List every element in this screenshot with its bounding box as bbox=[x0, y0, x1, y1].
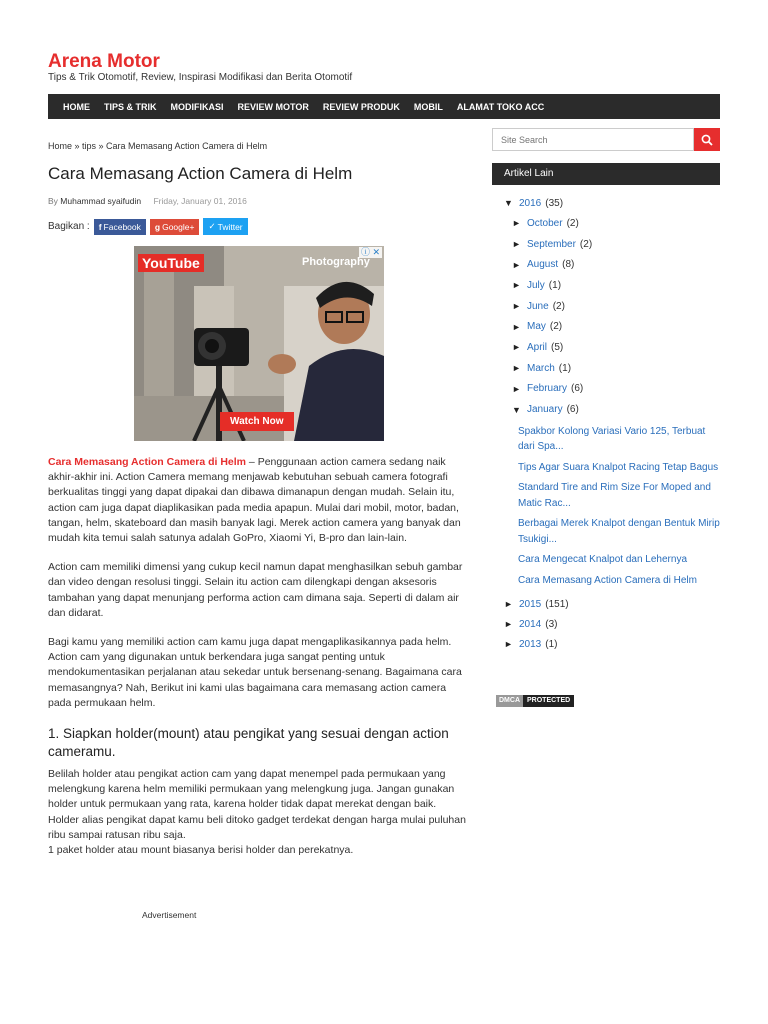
page-title: Cara Memasang Action Camera di Helm bbox=[48, 164, 353, 183]
archive-month bbox=[492, 234, 720, 255]
twitter-icon: ✓ bbox=[208, 221, 216, 231]
share-google-button[interactable] bbox=[150, 219, 200, 235]
archive-month-link[interactable]: February bbox=[527, 383, 568, 395]
archive-count: (6) bbox=[571, 383, 584, 395]
expand-triangle-icon[interactable]: ► bbox=[512, 280, 521, 291]
archive-count: (35) bbox=[545, 197, 564, 209]
archive-post-link[interactable]: Cara Mengecat Knalpot dan Lehernya bbox=[518, 554, 688, 566]
share-twitter-button[interactable] bbox=[203, 218, 247, 235]
archive-post-link[interactable]: Spakbor Kolong Variasi Vario 125, Terbuat dari Spa... bbox=[518, 425, 706, 453]
archive-post-link[interactable]: Standard Tire and Rim Size For Moped and Matic Rac... bbox=[518, 482, 711, 509]
ad-choices-icon[interactable]: ⓘ ✕ bbox=[360, 247, 380, 257]
search-button[interactable] bbox=[694, 128, 720, 151]
expand-triangle-icon[interactable]: ► bbox=[504, 639, 513, 650]
post-header bbox=[48, 140, 472, 235]
archive-month-link[interactable]: March bbox=[527, 362, 555, 374]
share-google-label: Google+ bbox=[162, 221, 195, 232]
paragraph-4: Belilah holder atau pengikat action cam yang dapat menempel pada permukaan yang melengkung karena helm memiliki permukaan yang melengkung juga. Jangan gunakan holder untuk permukaan yang rata, karena holder tidak dapat merekat dengan baik. bbox=[48, 768, 455, 811]
archive-month bbox=[492, 213, 720, 234]
search-input[interactable] bbox=[492, 128, 694, 151]
archive-year-link[interactable]: 2014 bbox=[519, 618, 542, 630]
collapse-triangle-icon[interactable]: ▼ bbox=[512, 404, 521, 415]
nav-alamat-toko[interactable]: ALAMAT TOKO ACC bbox=[456, 101, 545, 112]
archive-post-link[interactable]: Tips Agar Suara Knalpot Racing Tetap Bagus bbox=[518, 461, 719, 473]
archive-count: (6) bbox=[566, 404, 579, 416]
expand-triangle-icon[interactable]: ► bbox=[512, 301, 521, 312]
dmca-badge[interactable] bbox=[496, 695, 574, 707]
facebook-icon: f bbox=[98, 221, 102, 232]
archive-count: (5) bbox=[551, 341, 564, 353]
site-title[interactable]: Arena Motor bbox=[48, 51, 160, 72]
advertisement-label: Advertisement bbox=[142, 910, 197, 920]
archive-count: (8) bbox=[562, 259, 575, 271]
archive-year-2013 bbox=[492, 634, 720, 654]
main-nav bbox=[48, 94, 720, 119]
by-label: By bbox=[48, 196, 58, 206]
archive-count: (1) bbox=[558, 362, 572, 374]
archive-month-link[interactable]: January bbox=[527, 404, 563, 416]
widget-title: Artikel Lain bbox=[492, 163, 720, 185]
archive-count: (1) bbox=[548, 279, 562, 291]
site-description: Tips & Trik Otomotif, Review, Inspirasi Modifikasi dan Berita Otomotif bbox=[48, 72, 353, 83]
watch-now-button[interactable]: Watch Now bbox=[220, 412, 294, 431]
archive-month bbox=[492, 358, 720, 379]
archive-count: (2) bbox=[579, 238, 593, 250]
share-twitter-label: Twitter bbox=[217, 221, 243, 232]
post-date: Friday, January 01, 2016 bbox=[153, 196, 247, 206]
expand-triangle-icon[interactable]: ► bbox=[512, 342, 521, 353]
section-heading-1: 1. Siapkan holder(mount) atau pengikat yang sesuai dengan action cameramu. bbox=[48, 726, 449, 760]
paragraph-3: Bagi kamu yang memiliki action cam kamu juga dapat mengaplikasikannya pada helm. Action cam yang digunakan untuk berkendara juga sangat penting untuk mendokumentasikan perjalanan atau sekedar untuk bersenang-senang. Bagaimana cara memasangnya? Nah, Berikut ini kami ulas bagaimana cara memasang action camera pada permukaan helm. bbox=[48, 636, 462, 709]
search-icon bbox=[701, 134, 713, 146]
nav-tips-trik[interactable]: TIPS & TRIK bbox=[104, 101, 157, 112]
lead-link[interactable]: Cara Memasang Action Camera di Helm bbox=[48, 456, 247, 468]
archive-month-link[interactable]: October bbox=[527, 217, 563, 229]
share-label: Bagikan : bbox=[48, 221, 90, 232]
ad-banner[interactable] bbox=[134, 246, 384, 441]
archive-count: (2) bbox=[549, 321, 563, 333]
archive-month-link[interactable]: May bbox=[527, 321, 546, 333]
expand-triangle-icon[interactable]: ► bbox=[504, 599, 513, 610]
archive-month-link[interactable]: June bbox=[527, 300, 549, 312]
archive-year-link[interactable]: 2015 bbox=[519, 598, 542, 610]
ad-headline: Photography bbox=[302, 256, 370, 268]
collapse-triangle-icon[interactable]: ▼ bbox=[504, 198, 513, 208]
sidebar bbox=[492, 128, 720, 654]
archive-month bbox=[492, 254, 720, 275]
archive-year-2014 bbox=[492, 614, 720, 634]
share-facebook-button[interactable] bbox=[94, 219, 146, 235]
dmca-protected-label: PROTECTED bbox=[523, 695, 574, 707]
expand-triangle-icon[interactable]: ► bbox=[512, 321, 521, 332]
archive-post-list bbox=[492, 424, 720, 589]
article-body bbox=[48, 455, 472, 858]
expand-triangle-icon[interactable]: ► bbox=[512, 363, 521, 374]
expand-triangle-icon[interactable]: ► bbox=[512, 383, 521, 394]
paragraph-6: 1 paket holder atau mount biasanya berisi holder dan perekatnya. bbox=[48, 844, 354, 857]
share-facebook-label: Facebook bbox=[103, 221, 141, 232]
post-meta bbox=[48, 196, 472, 206]
nav-review-motor[interactable]: REVIEW MOTOR bbox=[237, 101, 309, 112]
expand-triangle-icon[interactable]: ► bbox=[512, 218, 521, 229]
archive-month bbox=[492, 379, 720, 400]
paragraph-1-text: – Penggunaan action camera sedang naik akhir-akhir ini. Action Camera memang menjawab kebutuhan sebuah camera fotografi berkualitas tinggi yang dapat dipakai dan dibawa dimanapun dengan mudah. Selain itu, action cam juga dapat diaplikasikan pada media apapun. Mulai dari mobil, motor, badan, tangan, helm, skateboard dan masih banyak lagi. Merek action camera yang banyak dan mudah kita temui salah satunya adalah GoPro, Xiaomi Yi, B-pro dan lain-lain. bbox=[48, 456, 461, 545]
archive-month-link[interactable]: April bbox=[527, 341, 548, 353]
site-header bbox=[48, 50, 728, 84]
archive-year-link[interactable]: 2016 bbox=[519, 197, 542, 209]
archive-year-2016 bbox=[492, 193, 720, 213]
archive-count: (151) bbox=[545, 598, 569, 610]
post-author[interactable]: Muhammad syaifudin bbox=[60, 196, 142, 206]
breadcrumb[interactable]: Home » tips » Cara Memasang Action Camera di Helm bbox=[48, 141, 268, 151]
archive-month-link[interactable]: August bbox=[527, 259, 559, 271]
nav-mobil[interactable]: MOBIL bbox=[413, 101, 443, 112]
archive-post-link[interactable]: Cara Memasang Action Camera di Helm bbox=[518, 574, 697, 586]
paragraph-5: Holder alias pengikat dapat kamu beli ditoko gadget terdekat dengan harga mulai puluhan ribu sampai ratusan ribu saja. bbox=[48, 813, 466, 841]
paragraph-1 bbox=[48, 455, 472, 546]
archive-month-link[interactable]: September bbox=[527, 238, 576, 250]
paragraph-2: Action cam memiliki dimensi yang cukup kecil namun dapat menghasilkan sebuh gambar dan video dengan resolusi tinggi. Selain itu action cam dilengkapi dengan aksesoris tambahan yang dapat menunjang performa action cam dimana saja. Seperti di dalam air dan didarat. bbox=[48, 561, 463, 619]
google-plus-icon: g bbox=[154, 221, 161, 232]
archive-month bbox=[492, 399, 720, 420]
nav-home[interactable]: HOME bbox=[63, 101, 90, 112]
archive-count: (2) bbox=[552, 300, 565, 312]
blog-archive bbox=[492, 193, 720, 654]
youtube-logo: YouTube bbox=[138, 254, 204, 272]
archive-count: (2) bbox=[566, 217, 579, 229]
dmca-label: DMCA bbox=[496, 695, 523, 707]
expand-triangle-icon[interactable]: ► bbox=[512, 259, 521, 270]
expand-triangle-icon[interactable]: ► bbox=[504, 619, 513, 630]
archive-month bbox=[492, 316, 720, 337]
share-bar bbox=[48, 218, 472, 235]
archive-count: (3) bbox=[545, 618, 558, 630]
archive-month bbox=[492, 337, 720, 358]
archive-month-link[interactable]: July bbox=[527, 279, 545, 291]
expand-triangle-icon[interactable]: ► bbox=[512, 239, 521, 250]
archive-post-link[interactable]: Berbagai Merek Knalpot dengan Bentuk Mirip Tsukigi... bbox=[518, 518, 720, 545]
archive-year-2015 bbox=[492, 594, 720, 614]
nav-modifikasi[interactable]: MODIFIKASI bbox=[170, 101, 224, 112]
archive-month bbox=[492, 275, 720, 296]
archive-month bbox=[492, 296, 720, 317]
archive-year-link[interactable]: 2013 bbox=[519, 638, 542, 650]
nav-review-produk[interactable]: REVIEW PRODUK bbox=[322, 101, 400, 112]
search-box bbox=[492, 128, 720, 151]
archive-count: (1) bbox=[545, 638, 558, 650]
